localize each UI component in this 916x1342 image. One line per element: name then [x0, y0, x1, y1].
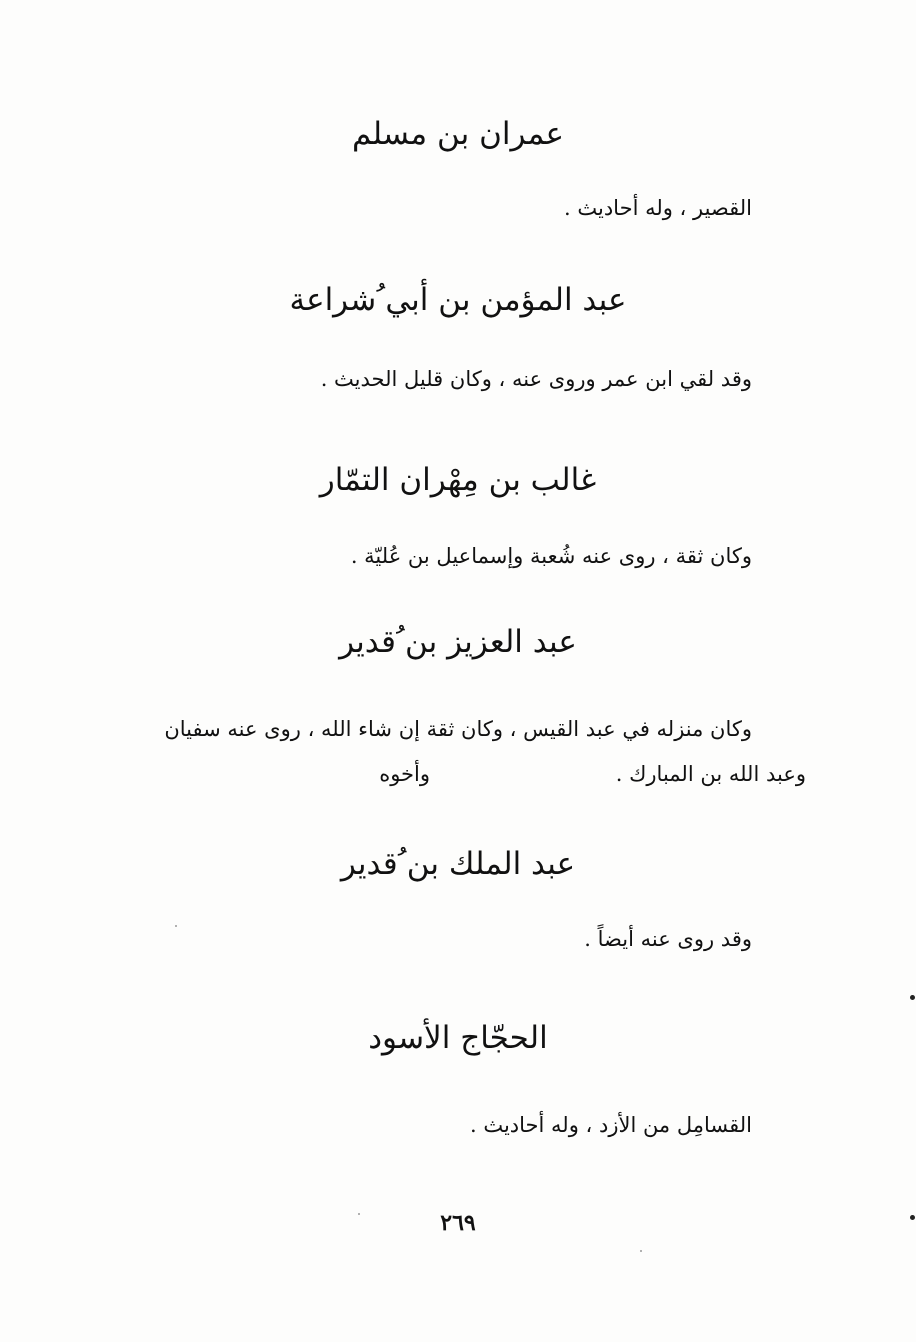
scan-speck: [358, 1213, 360, 1215]
entry-heading-ghalib-ibn-mihran: غالب بن مِهْران التمّار: [319, 462, 597, 498]
page-number: ٢٦٩: [440, 1210, 476, 1236]
entry-body-abd-al-mumin: وقد لقي ابن عمر وروى عنه ، وكان قليل الحديث .: [320, 367, 752, 391]
scan-mark: [910, 995, 915, 1000]
entry-body-ghalib-ibn-mihran: وكان ثقة ، روى عنه شُعبة وإسماعيل بن عُليّة .: [350, 544, 752, 568]
entry-body-abd-al-aziz-line2-end: وأخوه: [379, 762, 430, 786]
scan-mark: [910, 1215, 915, 1220]
entry-heading-abd-al-aziz-ibn-qudayr: عبد العزيز بن ُقدير: [339, 624, 577, 660]
entry-body-abd-al-aziz-line2: وعبد الله بن المبارك .: [615, 762, 806, 786]
scan-speck: [640, 1250, 642, 1252]
entry-heading-abd-al-malik-ibn-qudayr: عبد الملك بن ُقدير: [340, 846, 576, 882]
entry-heading-al-hajjaj-al-aswad: الحجّاج الأسود: [368, 1020, 548, 1056]
entry-body-abd-al-malik: وقد روى عنه أيضاً .: [584, 927, 752, 951]
entry-heading-abd-al-mumin: عبد المؤمن بن أبي ُشراعة: [289, 282, 627, 318]
entry-body-abd-al-aziz-line1: وكان منزله في عبد القيس ، وكان ثقة إن شاء الله ، روى عنه سفيان: [164, 717, 752, 741]
scan-speck: [175, 925, 177, 927]
entry-heading-imran-ibn-muslim: عمران بن مسلم: [352, 116, 564, 152]
entry-body-imran-ibn-muslim: القصير ، وله أحاديث .: [564, 196, 752, 220]
entry-body-al-hajjaj-al-aswad: القسامِل من الأزد ، وله أحاديث .: [469, 1113, 752, 1137]
